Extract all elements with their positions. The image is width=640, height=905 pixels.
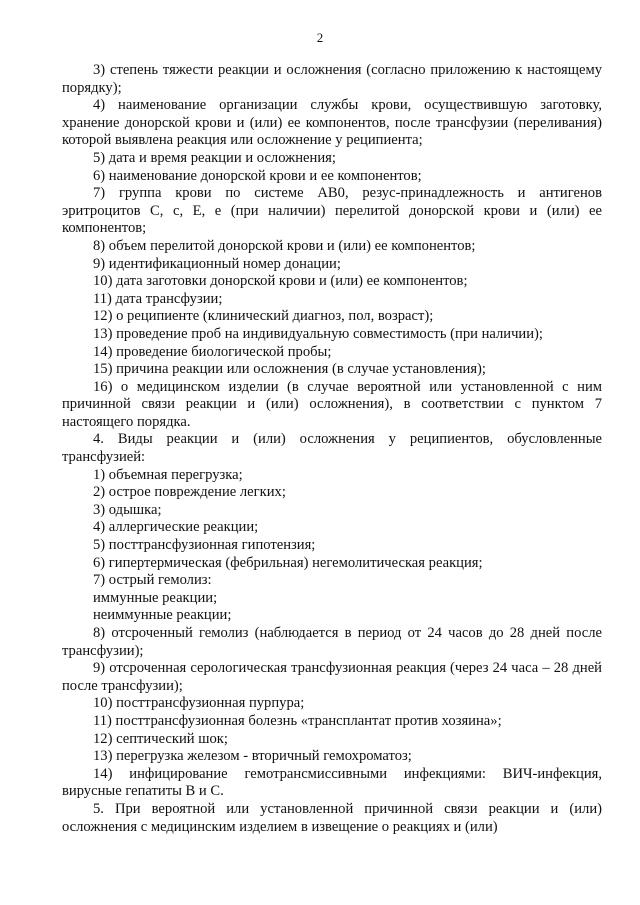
paragraph-item-8: 8) объем перелитой донорской крови и (или) ее компонентов; [93, 237, 476, 254]
reaction-type-13: 13) перегрузка железом - вторичный гемохроматоз; [93, 748, 412, 765]
reaction-type-10: 10) посттрансфузионная пурпура; [93, 695, 305, 712]
section-5-paragraph: 5. При вероятной или установленной причинной связи реакции и (или) осложнения с медицинским изделием в извещение о реакциях и (или) [62, 800, 602, 835]
paragraph-item-6: 6) наименование донорской крови и ее компонентов; [93, 167, 422, 184]
paragraph-item-7: 7) группа крови по системе AB0, резус-принадлежность и антигенов эритроцитов C, c, E, e (при наличии) перелитой донорской крови и (или) ее компонентов; [62, 185, 602, 237]
reaction-type-7-nonimmune: неиммунные реакции; [93, 607, 232, 624]
paragraph-item-3: 3) степень тяжести реакции и осложнения (согласно приложению к настоящему порядку); [62, 62, 602, 96]
paragraph-item-14: 14) проведение биологической пробы; [93, 343, 332, 360]
reaction-type-1: 1) объемная перегрузка; [93, 466, 243, 483]
paragraph-item-16: 16) о медицинском изделии (в случае вероятной или установленной с ним причинной связи реакции и (или) осложнения), в соответствии с пунктом 7 настоящего порядка. [62, 378, 602, 430]
reaction-type-2: 2) острое повреждение легких; [93, 484, 286, 501]
reaction-type-12: 12) септический шок; [93, 730, 228, 747]
reaction-type-11: 11) посттрансфузионная болезнь «трансплантат против хозяина»; [93, 712, 502, 729]
paragraph-item-10: 10) дата заготовки донорской крови и (или) ее компонентов; [93, 273, 468, 290]
reaction-type-4: 4) аллергические реакции; [93, 519, 259, 536]
reaction-type-7: 7) острый гемолиз: [93, 572, 212, 589]
document-body [62, 62, 602, 836]
paragraph-item-4: 4) наименование организации службы крови, осуществившую заготовку, хранение донорской крови и (или) ее компонентов, после трансфузии (переливания) которой выявлена реакция или осложнение у реципиента; [62, 97, 602, 149]
paragraph-item-5: 5) дата и время реакции и осложнения; [93, 149, 336, 166]
paragraph-item-13: 13) проведение проб на индивидуальную совместимость (при наличии); [93, 325, 543, 342]
page-number: 2 [316, 30, 324, 45]
paragraph-item-15: 15) причина реакции или осложнения (в случае установления); [93, 361, 486, 378]
paragraph-item-11: 11) дата трансфузии; [93, 290, 223, 307]
reaction-type-6: 6) гипертермическая (фебрильная) негемолитическая реакция; [93, 554, 483, 571]
section-4-heading: 4. Виды реакции и (или) осложнения у реципиентов, обусловленные трансфузией: [62, 431, 602, 466]
paragraph-item-9: 9) идентификационный номер донации; [93, 255, 341, 272]
paragraph-item-12: 12) о реципиенте (клинический диагноз, пол, возраст); [93, 308, 434, 325]
reaction-type-14: 14) инфицирование гемотрансмиссивными инфекциями: ВИЧ-инфекция, вирусные гепатиты B и C. [62, 765, 602, 800]
reaction-type-7-immune: иммунные реакции; [93, 589, 218, 606]
reaction-type-8: 8) отсроченный гемолиз (наблюдается в период от 24 часов до 28 дней после трансфузии); [62, 625, 602, 659]
reaction-type-9: 9) отсроченная серологическая трансфузионная реакция (через 24 часа – 28 дней после трансфузии); [62, 660, 602, 694]
reaction-type-3: 3) одышка; [93, 501, 162, 518]
reaction-type-5: 5) посттрансфузионная гипотензия; [93, 537, 316, 554]
